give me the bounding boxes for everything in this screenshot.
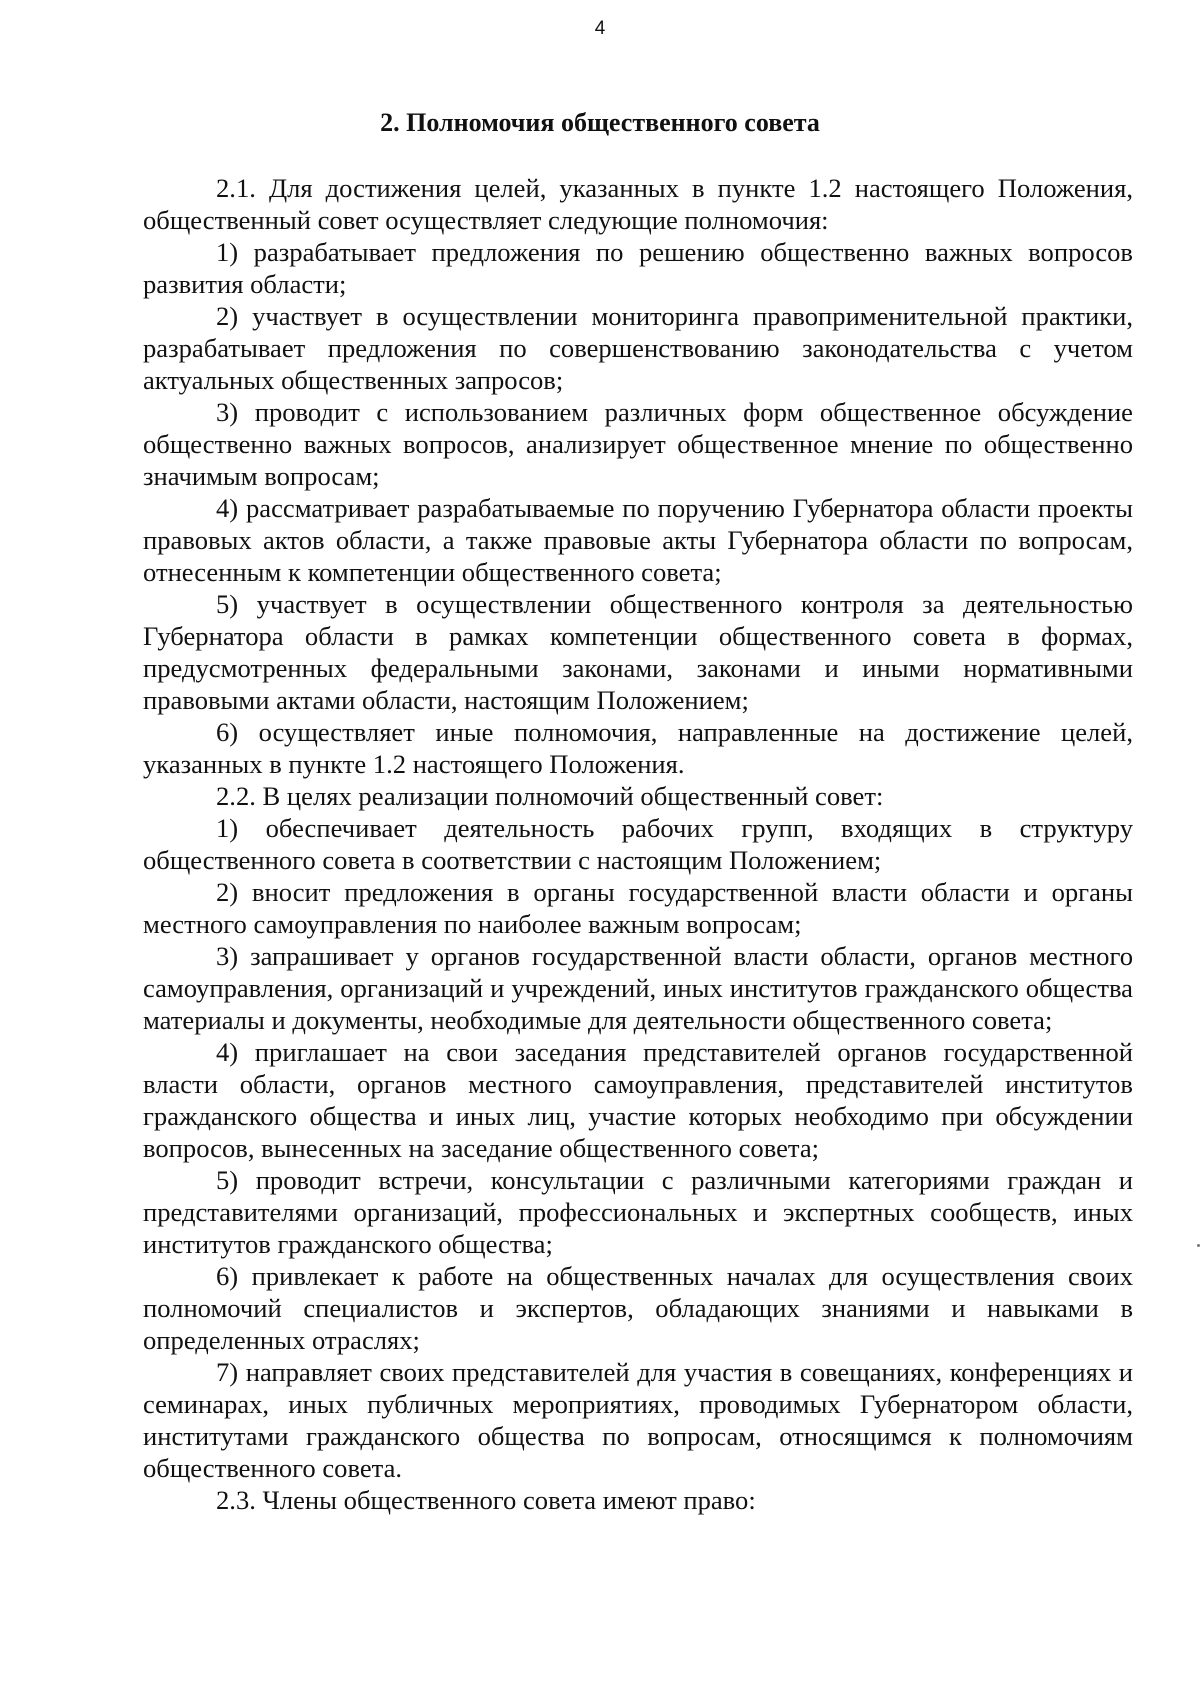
document-body <box>143 172 1133 1516</box>
paragraph-2-2-item-2: 2) вносит предложения в органы государственной власти области и органы местного самоуправления по наиболее важным вопросам; <box>143 877 1133 939</box>
paragraph-2-1: 2.1. Для достижения целей, указанных в пункте 1.2 настоящего Положения, общественный совет осуществляет следующие полномочия: <box>143 173 1133 235</box>
paragraph-2-2-item-6: 6) привлекает к работе на общественных началах для осуществления своих полномочий специалистов и экспертов, обладающих знаниями и навыками в определенных отраслях; <box>143 1261 1133 1355</box>
page-number: 4 <box>594 18 606 39</box>
paragraph-2-2-item-1: 1) обеспечивает деятельность рабочих групп, входящих в структуру общественного совета в соответствии с настоящим Положением; <box>143 813 1133 875</box>
paragraph-2-1-item-4: 4) рассматривает разрабатываемые по поручению Губернатора области проекты правовых актов области, а также правовые акты Губернатора области по вопросам, отнесенным к компетенции общественного совета; <box>143 493 1133 587</box>
paragraph-2-1-item-2: 2) участвует в осуществлении мониторинга правоприменительной практики, разрабатывает предложения по совершенствованию законодательства с учетом актуальных общественных запросов; <box>143 301 1133 395</box>
paragraph-2-2-item-3: 3) запрашивает у органов государственной власти области, органов местного самоуправления, организаций и учреждений, иных институтов гражданского общества материалы и документы, необходимые для деятельности общественного совета; <box>143 941 1133 1035</box>
paragraph-2-1-item-5: 5) участвует в осуществлении общественного контроля за деятельностью Губернатора области в рамках компетенции общественного совета в формах, предусмотренных федеральными законами, законами и иными нормативными правовыми актами области, настоящим Положением; <box>143 589 1133 715</box>
paragraph-2-1-item-6: 6) осуществляет иные полномочия, направленные на достижение целей, указанных в пункте 1.2 настоящего Положения. <box>143 717 1133 779</box>
section-title: 2. Полномочия общественного совета <box>380 108 820 137</box>
paragraph-2-1-item-3: 3) проводит с использованием различных форм общественное обсуждение общественно важных вопросов, анализирует общественное мнение по общественно значимым вопросам; <box>143 397 1133 491</box>
paragraph-2-2-item-5: 5) проводит встречи, консультации с различными категориями граждан и представителями организаций, профессиональных и экспертных сообществ, иных институтов гражданского общества; <box>143 1165 1133 1259</box>
paragraph-2-2-item-4: 4) приглашает на свои заседания представителей органов государственной власти области, органов местного самоуправления, представителей институтов гражданского общества и иных лиц, участие которых необходимо при обсуждении вопросов, вынесенных на заседание общественного совета; <box>143 1037 1133 1163</box>
paragraph-2-1-item-1: 1) разрабатывает предложения по решению общественно важных вопросов развития области; <box>143 237 1133 299</box>
paragraph-2-2-item-7: 7) направляет своих представителей для участия в совещаниях, конференциях и семинарах, иных публичных мероприятиях, проводимых Губернатором области, институтами гражданского общества по вопросам, относящимся к полномочиям общественного совета. <box>143 1357 1133 1483</box>
paragraph-2-3: 2.3. Члены общественного совета имеют право: <box>216 1485 756 1515</box>
paragraph-2-2: 2.2. В целях реализации полномочий общественный совет: <box>216 781 884 811</box>
